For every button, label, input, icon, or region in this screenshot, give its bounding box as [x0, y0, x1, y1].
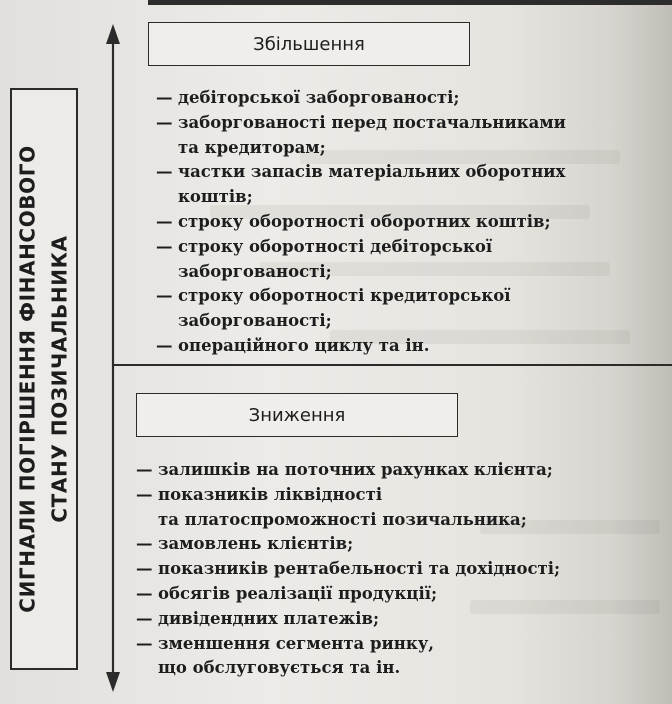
- arrow-down-icon: [106, 672, 120, 692]
- decrease-label-box: [136, 393, 458, 437]
- list-item: — зменшення сегмента ринку, що обслуговується та ін.: [136, 632, 560, 682]
- list-item: — строку оборотності дебіторської заборгованості;: [156, 235, 566, 285]
- vertical-double-arrow: [82, 22, 142, 694]
- list-item: — операційного циклу та ін.: [156, 334, 566, 359]
- list-item: — частки запасів матеріальних оборотних коштів;: [156, 160, 566, 210]
- list-item: — дебіторської заборгованості;: [156, 86, 566, 111]
- increase-label: Збільшення: [253, 33, 365, 55]
- page-shadow: [612, 0, 672, 704]
- decrease-list: [136, 458, 560, 681]
- list-item: — залишків на поточних рахунках клієнта;: [136, 458, 560, 483]
- increase-label-box: [148, 22, 470, 66]
- list-item: — замовлень клієнтів;: [136, 532, 560, 557]
- list-item: — показників рентабельності та дохідності;: [136, 557, 560, 582]
- list-item: — обсягів реалізації продукції;: [136, 582, 560, 607]
- increase-list: [156, 86, 566, 359]
- list-item: — строку оборотності кредиторської заборгованості;: [156, 284, 566, 334]
- side-title: [10, 88, 78, 670]
- list-item: — дивідендних платежів;: [136, 607, 560, 632]
- arrow-up-icon: [106, 24, 120, 44]
- list-item: — показників ліквідності та платоспроможності позичальника;: [136, 483, 560, 533]
- list-item: — заборгованості перед постачальниками та кредиторам;: [156, 111, 566, 161]
- list-item: — строку оборотності оборотних коштів;: [156, 210, 566, 235]
- side-title-line-1: СИГНАЛИ ПОГІРШЕННЯ ФІНАНСОВОГО: [16, 145, 41, 613]
- decrease-label: Зниження: [248, 404, 346, 426]
- section-divider: [112, 364, 672, 366]
- side-title-line-2: СТАНУ ПОЗИЧАЛЬНИКА: [48, 235, 73, 523]
- top-rule: [148, 0, 672, 5]
